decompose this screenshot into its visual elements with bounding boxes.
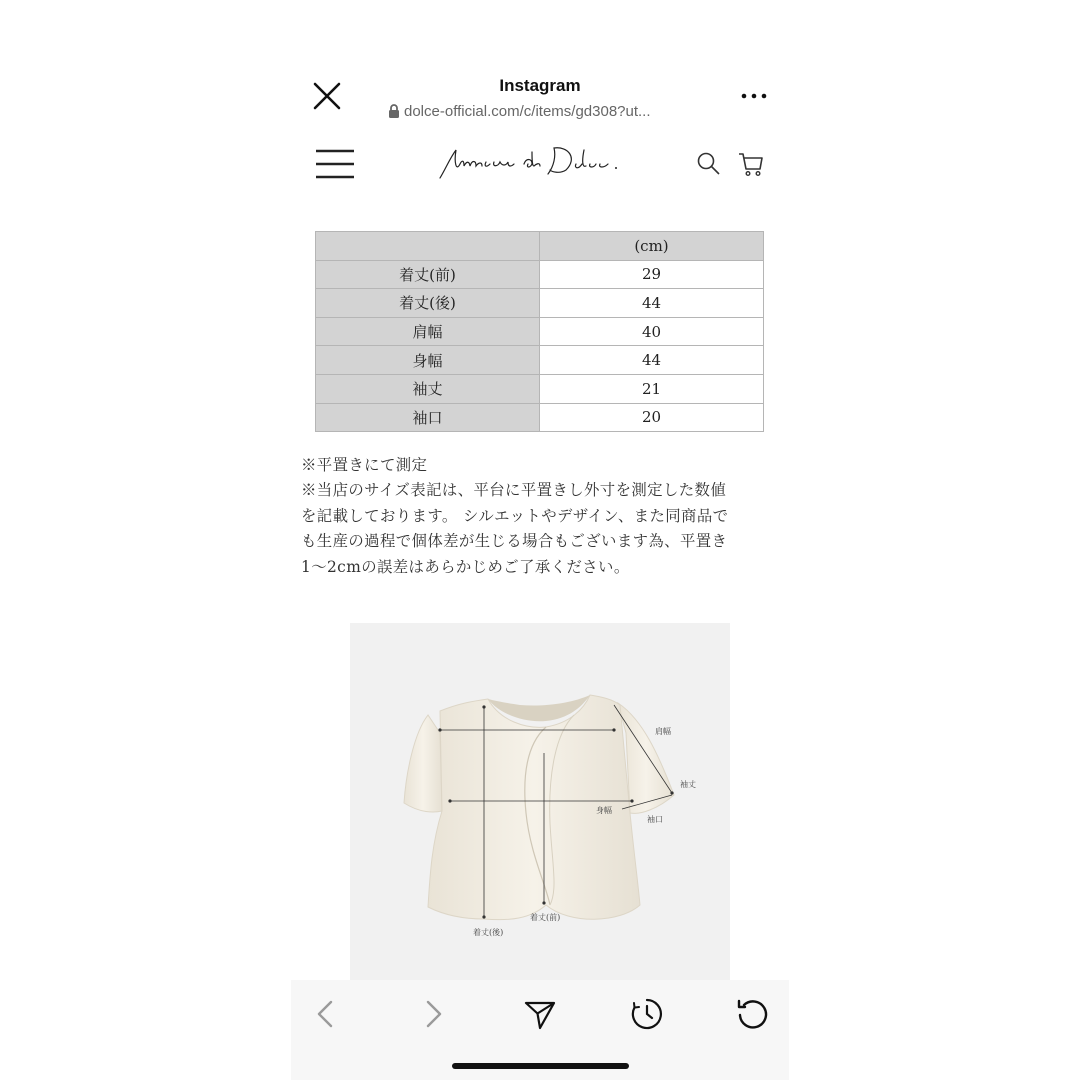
close-button[interactable]: [311, 80, 343, 112]
table-header-row: [316, 232, 764, 261]
menu-button[interactable]: [314, 148, 356, 182]
row-value: 21: [540, 374, 764, 403]
table-row: [316, 403, 764, 432]
label-body-width: 身幅: [596, 806, 612, 815]
row-label: 肩幅: [316, 317, 540, 346]
table-row: [316, 374, 764, 403]
cart-icon: [737, 150, 765, 178]
reload-icon: [735, 996, 771, 1032]
table-header-empty: [316, 232, 540, 261]
back-button[interactable]: [308, 996, 344, 1032]
history-icon: [629, 996, 665, 1032]
note-line: も生産の過程で個体差が生じる場合もございます為、平置き: [301, 532, 728, 551]
share-button[interactable]: [522, 996, 558, 1032]
garment-illustration: [350, 623, 730, 983]
note-line: ※当店のサイズ表記は、平台に平置きし外寸を測定した数値: [301, 481, 727, 500]
url-bar[interactable]: [388, 101, 698, 121]
app-title: Instagram: [499, 76, 581, 95]
table-row: [316, 260, 764, 289]
table-clip: [300, 432, 780, 446]
note-line: 1〜2cmの誤差はあらかじめご了承ください。: [301, 557, 630, 576]
chevron-right-icon: [415, 996, 451, 1032]
reload-button[interactable]: [735, 996, 771, 1032]
forward-button[interactable]: [415, 996, 451, 1032]
label-length-front: 着丈(前): [530, 913, 561, 922]
row-label: 袖口: [316, 403, 540, 432]
size-table: [315, 231, 764, 432]
row-label: 着丈(前): [316, 260, 540, 289]
product-measurement-image[interactable]: [350, 623, 730, 983]
table-header-unit: (cm): [540, 232, 764, 261]
table-row: [316, 346, 764, 375]
note-line: を記載しております。 シルエットやデザイン、また同商品で: [301, 506, 729, 525]
row-value: 20: [540, 403, 764, 432]
size-notes: [301, 453, 781, 580]
label-length-back: 着丈(後): [473, 928, 504, 937]
send-icon: [522, 996, 558, 1032]
label-cuff: 袖口: [647, 815, 663, 824]
search-button[interactable]: [696, 151, 722, 177]
history-button[interactable]: [629, 996, 665, 1032]
label-shoulder: 肩幅: [655, 727, 671, 736]
search-icon: [696, 151, 722, 177]
note-line: ※平置きにて測定: [301, 456, 428, 474]
row-label: 着丈(後): [316, 289, 540, 318]
hamburger-menu-icon: [314, 148, 356, 182]
chevron-left-icon: [308, 996, 344, 1032]
url-text: dolce-official.com/c/items/gd308?ut...: [404, 102, 651, 120]
lock-icon: [388, 104, 400, 119]
row-label: 身幅: [316, 346, 540, 375]
row-value: 29: [540, 260, 764, 289]
home-indicator[interactable]: [452, 1063, 629, 1069]
cart-button[interactable]: [737, 150, 765, 178]
site-logo[interactable]: [436, 142, 632, 184]
table-row: [316, 317, 764, 346]
row-label: 袖丈: [316, 374, 540, 403]
table-row: [316, 289, 764, 318]
close-icon: [311, 80, 343, 112]
row-value: 44: [540, 289, 764, 318]
row-value: 44: [540, 346, 764, 375]
label-sleeve-length: 袖丈: [680, 780, 696, 789]
more-icon: [738, 86, 770, 106]
more-button[interactable]: [738, 86, 770, 106]
row-value: 40: [540, 317, 764, 346]
